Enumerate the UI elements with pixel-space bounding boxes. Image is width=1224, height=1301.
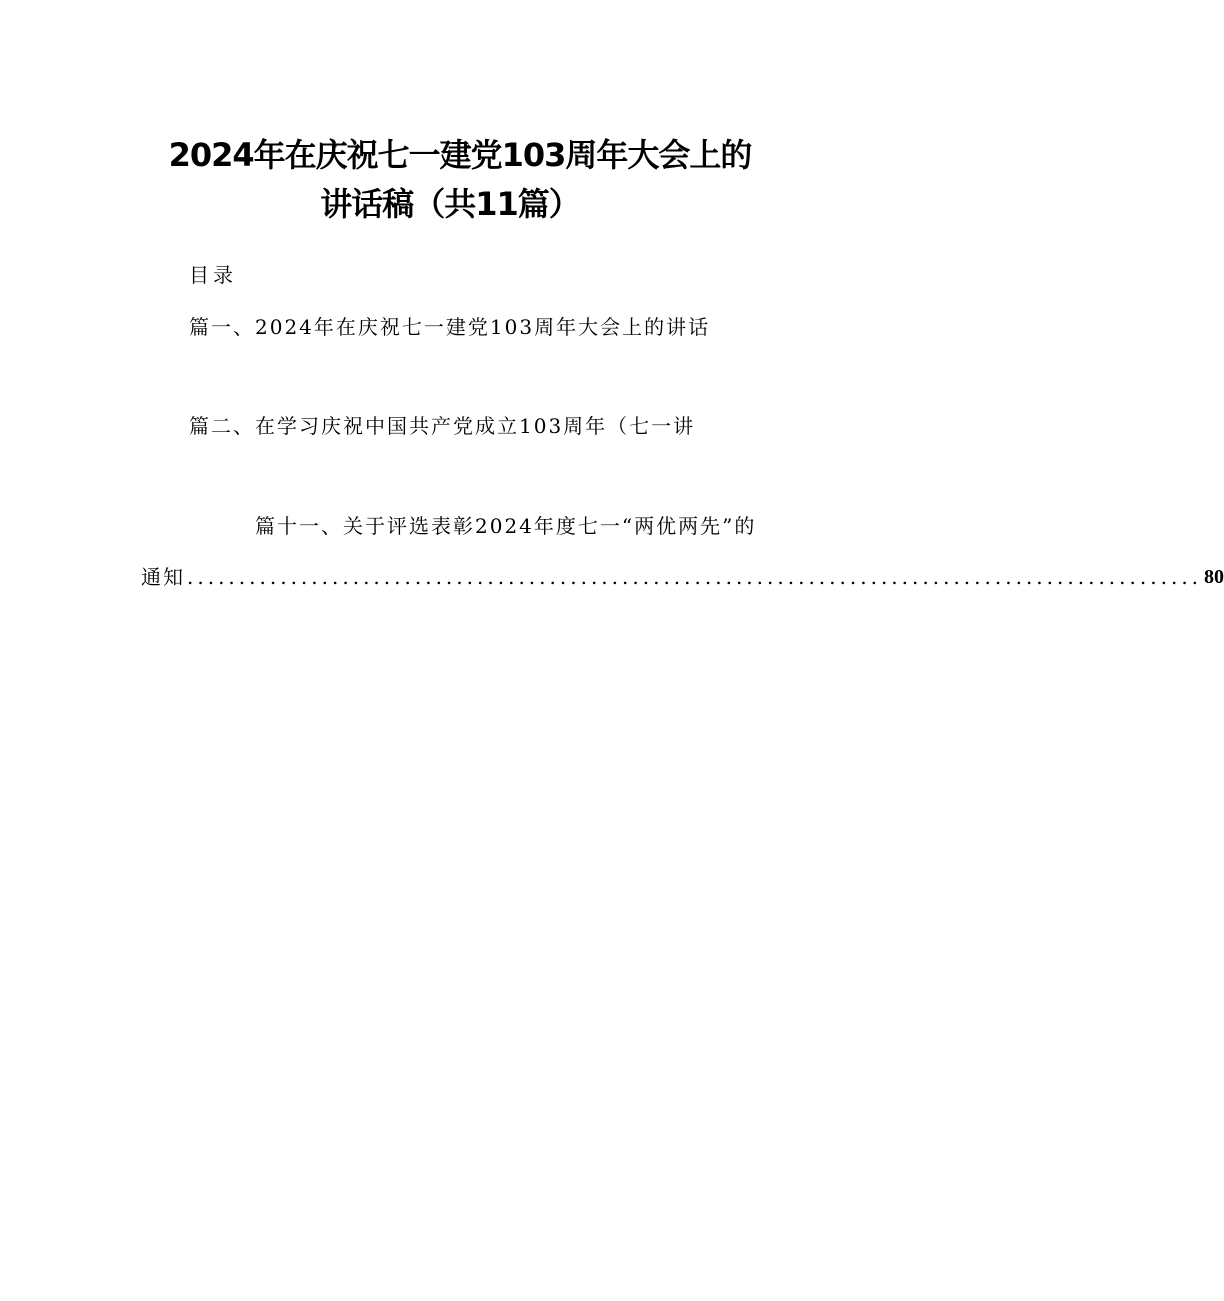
toc-entry-11-continuation[interactable] <box>141 561 1224 591</box>
document-title-line-2: 讲话稿（共11篇） <box>320 185 580 223</box>
toc-entry-11[interactable]: 篇十一、关于评选表彰2024年度七一“两优两先”的 <box>255 514 757 538</box>
toc-entry-2[interactable]: 篇二、在学习庆祝中国共产党成立103周年（七一讲 <box>189 414 696 438</box>
toc-page-number: 80 <box>1204 566 1224 588</box>
toc-heading: 目录 <box>189 263 237 287</box>
toc-dot-leader: .................................................................................................. <box>187 565 1203 589</box>
document-title-line-1: 2024年在庆祝七一建党103周年大会上的 <box>168 136 752 174</box>
toc-entry-1[interactable]: 篇一、2024年在庆祝七一建党103周年大会上的讲话 <box>189 315 711 339</box>
toc-entry-11-continuation-text: 通知 <box>141 565 185 589</box>
